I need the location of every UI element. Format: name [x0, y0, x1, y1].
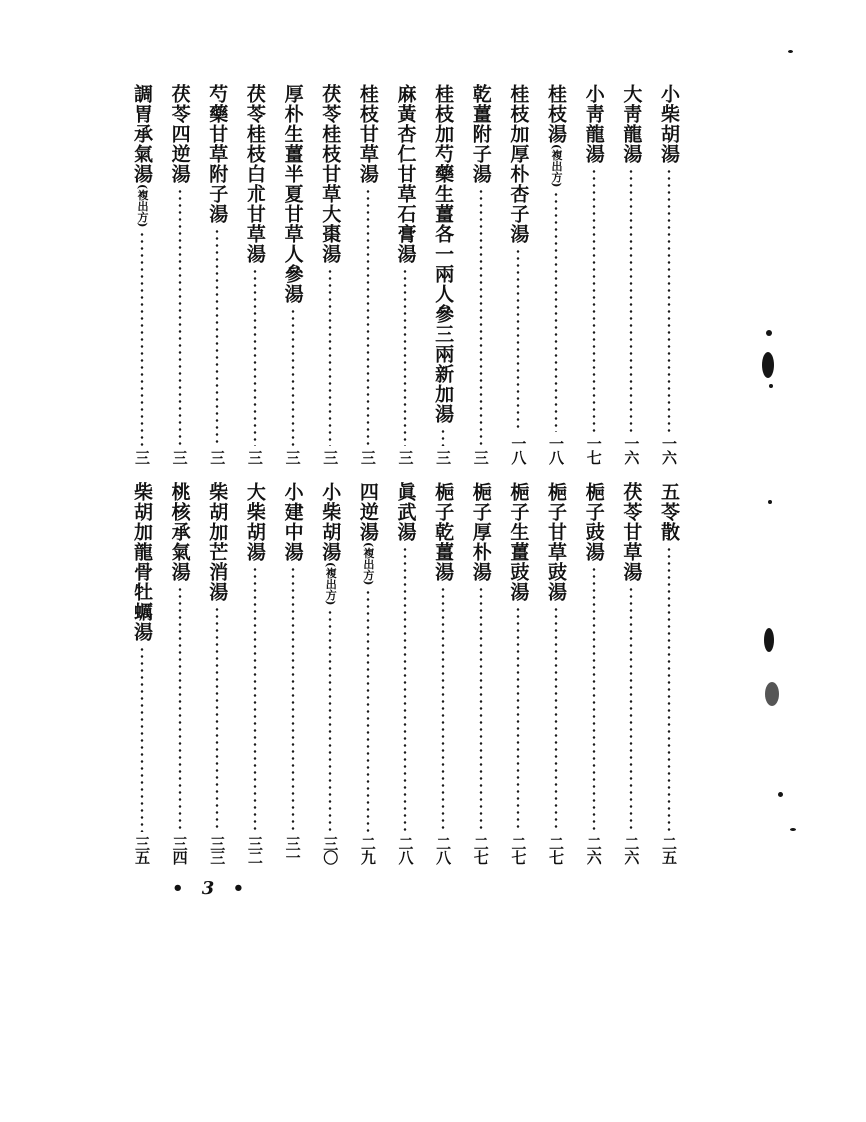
entry-title-text: 小柴胡湯: [319, 482, 342, 562]
dot-leader: [366, 188, 370, 446]
entry-title-text: 梔子乾薑湯: [432, 482, 455, 582]
entry-title-text: 桂枝甘草湯: [356, 84, 379, 184]
entry-title-text: 梔子生薑豉湯: [507, 482, 530, 602]
scan-speck: [766, 330, 772, 336]
entry-title: [432, 84, 454, 424]
entry-title: [244, 84, 266, 264]
entry-title: [507, 482, 529, 602]
toc-entry: [166, 84, 194, 464]
dot-leader: [629, 168, 633, 432]
entry-page-number: 一六: [659, 436, 678, 464]
toc-entry: [617, 84, 645, 464]
toc-entry: [617, 482, 645, 864]
entry-page-number: 二七: [547, 836, 566, 864]
page-number: • 3 •: [172, 878, 251, 899]
toc-entry: [316, 482, 344, 864]
entry-page-number: 三三: [208, 836, 227, 864]
dot-leader: [178, 586, 182, 832]
entry-page-number: 三: [471, 450, 490, 464]
entry-title-text: 桂枝湯: [545, 84, 568, 144]
entry-title: [470, 84, 492, 184]
entry-title: [282, 84, 304, 304]
scan-speck: [788, 50, 793, 53]
entry-title-text: 茯苓四逆湯: [168, 84, 191, 184]
dot-leader: [178, 188, 182, 446]
dot-leader: [291, 308, 295, 446]
entry-title-text: 桂枝加厚朴杏子湯: [507, 84, 530, 244]
entry-title: [583, 84, 605, 164]
toc-entry: [316, 84, 344, 464]
entry-page-number: 二五: [659, 836, 678, 864]
toc-entry: [241, 482, 269, 864]
entry-title-text: 梔子厚朴湯: [469, 482, 492, 582]
entry-title-text: 茯苓甘草湯: [620, 482, 643, 582]
scan-speck: [790, 828, 796, 831]
entry-page-number: 二九: [358, 836, 377, 864]
dot-leader: [215, 606, 219, 832]
scan-speck: [762, 352, 774, 378]
toc-block-bottom: [128, 482, 683, 864]
dot-leader: [403, 546, 407, 832]
entry-page-number: 二六: [622, 836, 641, 864]
entry-title-text: 梔子豉湯: [582, 482, 605, 562]
entry-page-number: 三: [133, 450, 151, 464]
dot-leader: [366, 589, 370, 832]
toc-entry: [542, 482, 570, 864]
scan-speck: [765, 682, 779, 706]
entry-title: [658, 84, 680, 164]
dot-leader: [328, 609, 332, 832]
toc-entry: [504, 84, 532, 464]
toc-entry: [241, 84, 269, 464]
toc-entry: [391, 84, 419, 464]
entry-title-text: 調胃承氣湯: [131, 84, 153, 184]
entry-page-number: 一八: [509, 436, 528, 464]
entry-title: [206, 84, 228, 224]
entry-title-text: 柴胡加芒消湯: [206, 482, 229, 602]
entry-page-number: 三: [170, 450, 189, 464]
entry-page-number: 三五: [133, 836, 151, 864]
entry-page-number: 三: [321, 450, 340, 464]
toc-entry: [354, 482, 382, 864]
scan-speck: [764, 628, 774, 652]
entry-title-text: 大柴胡湯: [243, 482, 266, 562]
toc-entry: [580, 84, 608, 464]
toc-block-top: [128, 84, 683, 464]
entry-page-number: 一八: [547, 436, 566, 464]
entry-title: [169, 84, 191, 184]
entry-title: [394, 84, 416, 264]
entry-title-text: 柴胡加龍骨牡蠣湯: [131, 482, 153, 642]
entry-title: [206, 482, 228, 602]
entry-title: [131, 482, 153, 642]
entry-page-number: 三一: [283, 836, 302, 864]
toc-entry: [429, 84, 457, 464]
toc-entry: [580, 482, 608, 864]
entry-page-number: 三: [283, 450, 302, 464]
entry-title: [357, 84, 379, 184]
scan-speck: [768, 500, 772, 504]
toc-entry: [128, 84, 156, 464]
entry-page-number: 三: [245, 450, 264, 464]
entry-title-text: 茯苓桂枝甘草大棗湯: [319, 84, 342, 264]
dot-leader: [554, 606, 558, 832]
dot-leader: [140, 646, 144, 832]
dot-leader: [592, 168, 596, 432]
dot-leader: [592, 566, 596, 832]
entry-title-text: 桃核承氣湯: [168, 482, 191, 582]
entry-title-text: 五苓散: [657, 482, 680, 542]
entry-title: [620, 84, 642, 164]
entry-page-number: 一七: [584, 436, 603, 464]
dot-leader: [629, 586, 633, 832]
entry-title: [394, 482, 416, 542]
toc-entry: [655, 482, 683, 864]
toc-entry: [203, 84, 231, 464]
entry-page-number: 三: [208, 450, 227, 464]
entry-page-number: 三二: [245, 836, 264, 864]
entry-title: [583, 482, 605, 562]
entry-title-text: 茯苓桂枝白朮甘草湯: [243, 84, 266, 264]
entry-title-text: 桂枝加芍藥生薑各一兩人參三兩新加湯: [432, 84, 455, 424]
dot-leader: [479, 586, 483, 832]
entry-note: (複出方): [136, 184, 149, 228]
toc-entry: [655, 84, 683, 464]
scan-speck: [778, 792, 783, 797]
entry-page-number: 三: [358, 450, 377, 464]
entry-page-number: 二八: [434, 836, 453, 864]
entry-page-number: 二七: [471, 836, 490, 864]
entry-title: [319, 84, 341, 264]
entry-page-number: 二八: [396, 836, 415, 864]
toc-entry: [542, 84, 570, 464]
entry-title: [432, 482, 454, 582]
dot-leader: [253, 268, 257, 446]
dot-leader: [667, 546, 671, 832]
dot-leader: [441, 586, 445, 832]
dot-leader: [215, 228, 219, 446]
toc-entry: [467, 482, 495, 864]
entry-title: [545, 482, 567, 602]
entry-title-text: 乾薑附子湯: [469, 84, 492, 184]
entry-page-number: 三〇: [321, 836, 340, 864]
entry-title: [282, 482, 304, 562]
toc-entry: [391, 482, 419, 864]
entry-page-number: 三: [434, 450, 453, 464]
entry-page-number: 三四: [170, 836, 189, 864]
entry-title-text: 小柴胡湯: [657, 84, 680, 164]
dot-leader: [328, 268, 332, 446]
entry-title: [319, 482, 341, 605]
entry-title: [620, 482, 642, 582]
dot-leader: [516, 606, 520, 832]
dot-leader: [140, 231, 144, 446]
toc-entry: [166, 482, 194, 864]
entry-title: [169, 482, 191, 582]
entry-note: (複出方): [550, 144, 564, 188]
dot-leader: [516, 248, 520, 432]
entry-title: [507, 84, 529, 244]
toc-entry: [429, 482, 457, 864]
scan-speck: [769, 384, 773, 388]
dot-leader: [479, 188, 483, 446]
entry-title-text: 四逆湯: [356, 482, 379, 542]
dot-leader: [667, 168, 671, 432]
toc-entry: [279, 84, 307, 464]
entry-title-text: 麻黃杏仁甘草石膏湯: [394, 84, 417, 264]
entry-title-text: 小建中湯: [281, 482, 304, 562]
entry-page-number: 一六: [622, 436, 641, 464]
entry-title: [470, 482, 492, 582]
entry-page-number: 三: [396, 450, 415, 464]
toc-entry: [128, 482, 156, 864]
entry-title-text: 芍藥甘草附子湯: [206, 84, 229, 224]
entry-title-text: 大靑龍湯: [620, 84, 643, 164]
toc-entry: [467, 84, 495, 464]
dot-leader: [441, 428, 445, 446]
entry-title-text: 小靑龍湯: [582, 84, 605, 164]
entry-title: [658, 482, 680, 542]
dot-leader: [554, 191, 558, 432]
entry-page-number: 二六: [584, 836, 603, 864]
toc-entry: [504, 482, 532, 864]
toc-entry: [279, 482, 307, 864]
dot-leader: [403, 268, 407, 446]
entry-note: (複出方): [324, 562, 338, 606]
entry-note: (複出方): [361, 542, 375, 586]
toc-entry: [354, 84, 382, 464]
toc-entry: [203, 482, 231, 864]
entry-title: [131, 84, 153, 227]
dot-leader: [291, 566, 295, 832]
entry-title: [545, 84, 567, 187]
entry-title-text: 眞武湯: [394, 482, 417, 542]
entry-title: [357, 482, 379, 585]
entry-page-number: 二七: [509, 836, 528, 864]
entry-title-text: 梔子甘草豉湯: [545, 482, 568, 602]
dot-leader: [253, 566, 257, 832]
entry-title-text: 厚朴生薑半夏甘草人參湯: [281, 84, 304, 304]
entry-title: [244, 482, 266, 562]
